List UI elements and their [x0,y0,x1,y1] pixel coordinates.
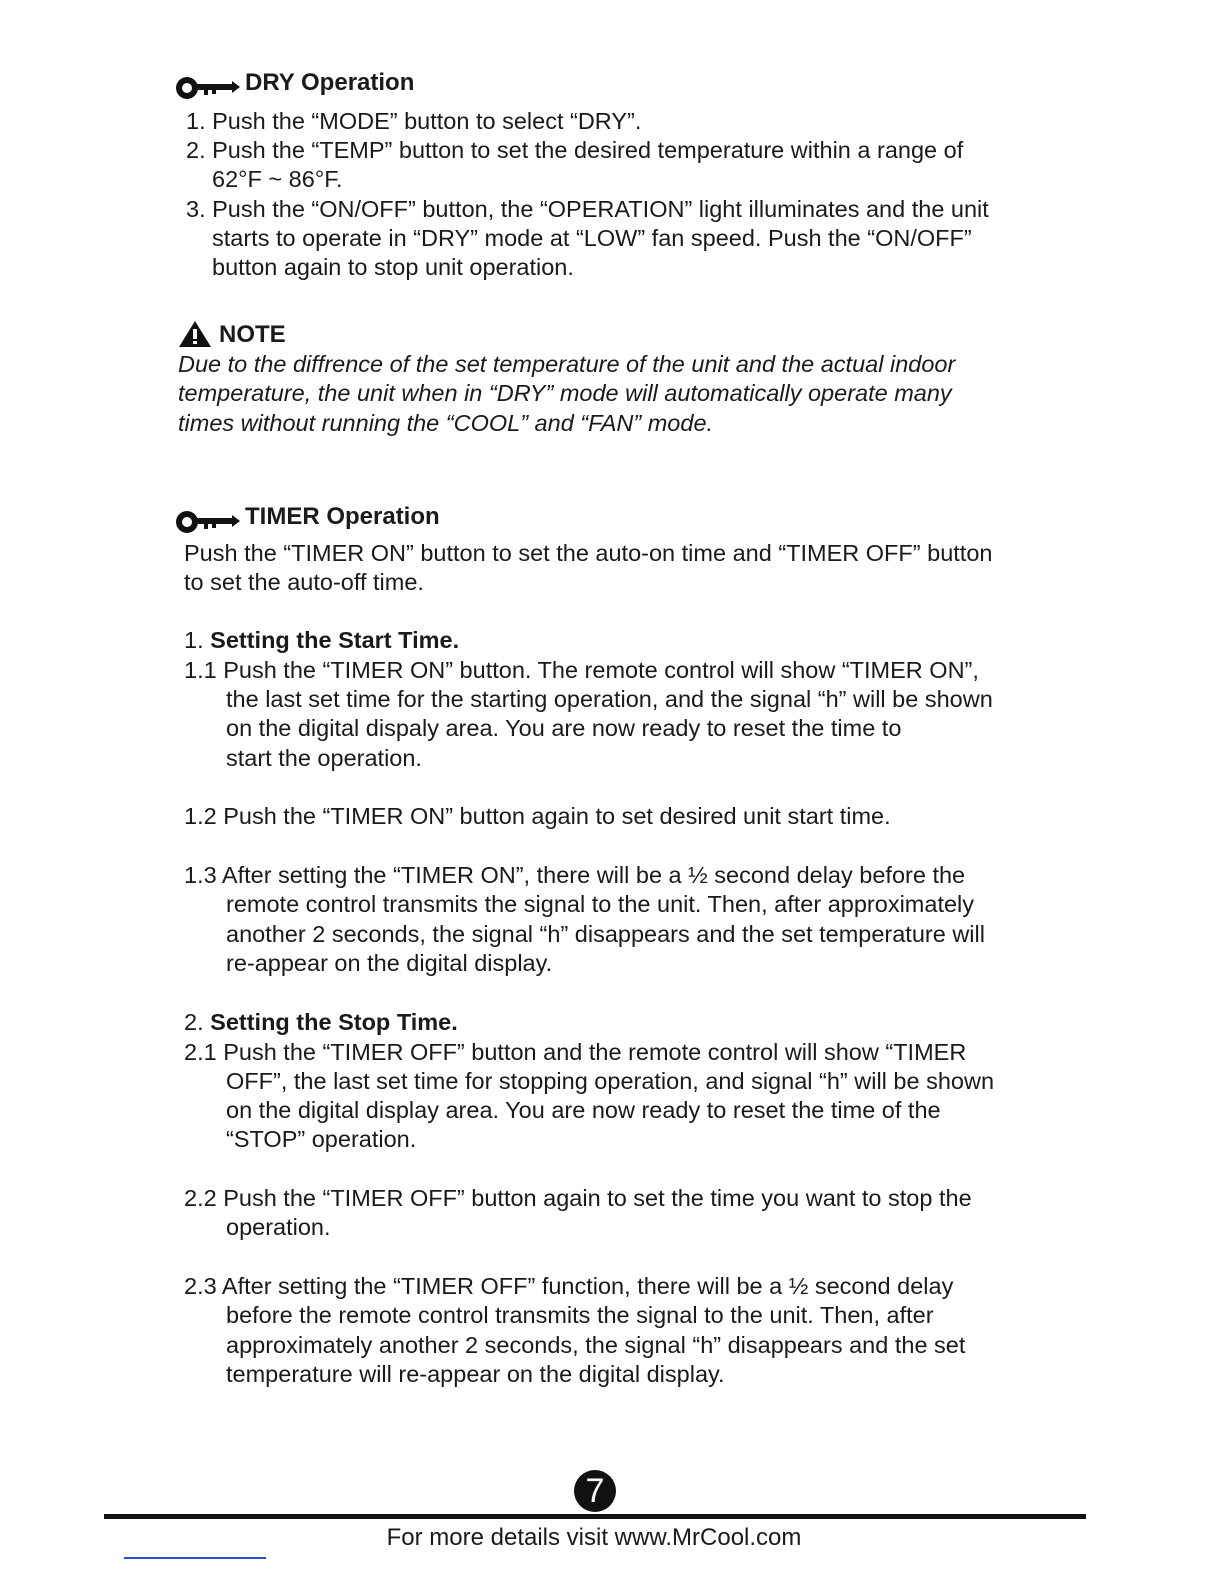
stop-step-2-1-cont: OFF”, the last set time for stopping operation, and signal “h” will be shown [226,1068,995,1094]
start-step-1-2: 1.2 Push the “TIMER ON” button again to set desired unit start time. [184,803,891,829]
dry-step-2: 2. Push the “TEMP” button to set the desired temperature within a range of [186,137,964,163]
start-step-1-3: 1.3 After setting the “TIMER ON”, there will be a ½ second delay before the [184,862,966,888]
dry-step-2-cont: 62°F ~ 86°F. [212,166,343,192]
start-time-number: 1. [184,627,204,653]
warning-icon [178,320,212,348]
start-step-1-1-cont: on the digital dispaly area. You are now ready to reset the time to [226,715,902,741]
dry-step-3: 3. Push the “ON/OFF” button, the “OPERATION” light illuminates and the unit [186,196,989,222]
stop-time-number: 2. [184,1009,204,1035]
start-step-1-1: 1.1 Push the “TIMER ON” button. The remote control will show “TIMER ON”, [184,657,979,683]
stop-time-heading [184,1008,458,1037]
stop-step-2-2-cont: operation. [226,1214,331,1240]
dry-step-3-cont: button again to stop unit operation. [212,254,574,280]
page-number: 7 [574,1470,616,1512]
stop-step-2-1-cont: on the digital display area. You are now ready to reset the time of the [226,1097,941,1123]
dry-step-3-cont: starts to operate in “DRY” mode at “LOW” fan speed. Push the “ON/OFF” [212,225,972,251]
start-step-1-3-cont: remote control transmits the signal to the unit. Then, after approximately [226,891,975,917]
decorative-underline [124,1557,266,1559]
start-time-heading [184,626,459,655]
timer-heading: TIMER Operation [245,503,440,530]
note-line: times without running the “COOL” and “FAN” mode. [178,410,714,436]
note-heading: NOTE [219,321,286,348]
stop-step-2-3-cont: temperature will re-appear on the digital display. [226,1361,725,1387]
start-step-1-1-cont: start the operation. [226,745,422,771]
dry-step-1: 1. Push the “MODE” button to select “DRY”. [186,108,642,134]
stop-time-title: Setting the Stop Time. [210,1009,458,1035]
stop-step-2-3: 2.3 After setting the “TIMER OFF” function, there will be a ½ second delay [184,1273,954,1299]
footer-divider [104,1514,1086,1519]
note-line: temperature, the unit when in “DRY” mode will automatically operate many [178,380,952,406]
start-step-1-3-cont: another 2 seconds, the signal “h” disappears and the set temperature will [226,921,985,947]
start-step-1-1-cont: the last set time for the starting operation, and the signal “h” will be shown [226,686,993,712]
stop-step-2-1: 2.1 Push the “TIMER OFF” button and the remote control will show “TIMER [184,1039,967,1065]
stop-step-2-2: 2.2 Push the “TIMER OFF” button again to set the time you want to stop the [184,1185,972,1211]
stop-step-2-1-cont: “STOP” operation. [226,1126,417,1152]
key-icon [174,72,240,102]
stop-step-2-3-cont: approximately another 2 seconds, the signal “h” disappears and the set [226,1332,966,1358]
start-step-1-3-cont: re-appear on the digital display. [226,950,553,976]
dry-heading: DRY Operation [245,69,415,96]
timer-intro: to set the auto-off time. [184,569,424,595]
start-time-title: Setting the Start Time. [210,627,460,653]
key-icon [174,506,240,536]
stop-step-2-3-cont: before the remote control transmits the signal to the unit. Then, after [226,1302,934,1328]
footer-text[interactable]: For more details visit www.MrCool.com [386,1524,802,1551]
note-line: Due to the diffrence of the set temperature of the unit and the actual indoor [178,351,956,377]
timer-intro: Push the “TIMER ON” button to set the auto-on time and “TIMER OFF” button [184,540,993,566]
